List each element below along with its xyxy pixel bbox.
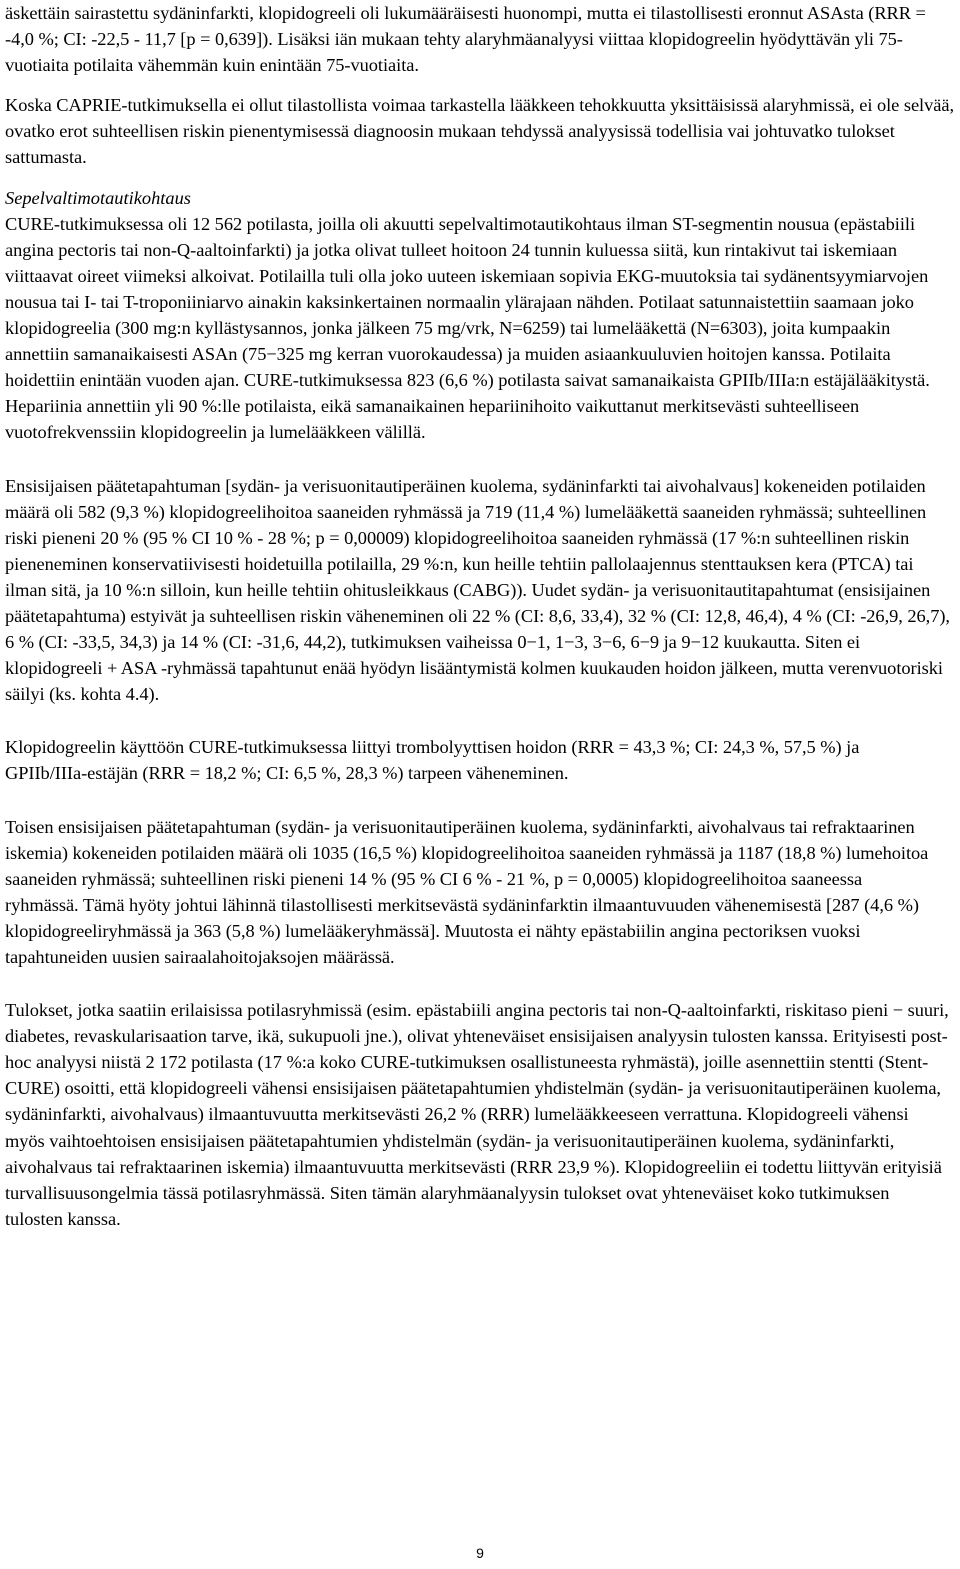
paragraph-gap	[5, 171, 955, 185]
paragraph-gap	[5, 787, 955, 814]
paragraph-caprie-subgroup: äskettäin sairastettu sydäninfarkti, klopidogreeli oli lukumääräisesti huonompi, mutta ei tilastollisesti eronnut ASAsta (RRR = -4,0 %; CI: -22,5 - 11,7 [p = 0,639]). Lisäksi iän mukaan tehty alaryhmäanalyysi viittaa klopidogreelin hyödyttävän yli 75-vuotiaita potilaita vähemmän kuin enintään 75-vuotiaita.	[5, 3, 926, 76]
paragraph-thrombolytic: Klopidogreelin käyttöön CURE-tutkimuksessa liittyi trombolyyttisen hoidon (RRR = 43,3 %; CI: 24,3 %, 57,5 %) ja GPIIb/IIIa-estäjän (RRR = 18,2 %; CI: 6,5 %, 28,3 %) tarpeen väheneminen.	[5, 737, 860, 784]
paragraph-subgroup-results: Tulokset, jotka saatiin erilaisissa potilasryhmissä (esim. epästabiili angina pectoris tai non-Q-aaltoinfarkti, riskitaso pieni − suuri, diabetes, revaskularisaation tarve, ikä, sukupuoli jne.), olivat yhteneväiset ensisijaisen analyysin tulosten kanssa. Erityisesti post-hoc analyysi niistä 2 172 potilasta (17 %:a koko CURE-tutkimuksen osallistuneesta ryhmästä), joille asennettiin stentti (Stent-CURE) osoitti, että klopidogreeli vähensi ensisijaisen päätetapahtumien yhdistelmän (sydän- ja verisuonitautiperäinen kuolema, sydäninfarkti, aivohalvaus) ilmaantuvuutta merkitsevästi 26,2 % (RRR) lumelääkkeeseen verrattuna. Klopidogreeli vähensi myös vaihtoehtoisen ensisijaisen päätetapahtumien yhdistelmän (sydän- ja verisuonitautiperäinen kuolema, sydäninfarkti, aivohalvaus tai refraktaarinen iskemia) ilmaantuvuutta merkitsevästi (RRR 23,9 %). Klopidogreeliin ei todettu liittyvän erityisiä turvallisuusongelmia tässä potilasryhmässä. Siten tämän alaryhmäanalyysin tulokset ovat yhteneväiset koko tutkimuksen tulosten kanssa.	[5, 1000, 949, 1229]
paragraph-gap	[5, 970, 955, 997]
document-page	[5, 0, 955, 1232]
paragraph-gap	[5, 78, 955, 92]
page-number: 9	[476, 1545, 484, 1561]
paragraph-caprie-power: Koska CAPRIE-tutkimuksella ei ollut tilastollista voimaa tarkastella lääkkeen tehokkuutta yksittäisissä alaryhmissä, ei ole selvää, ovatko erot suhteellisen riskin pienentymisessä diagnoosin mukaan tehdyssä analyysissä todellisia vai johtuvatko tulokset sattumasta.	[5, 95, 955, 168]
paragraph-cure-design: CURE-tutkimuksessa oli 12 562 potilasta, joilla oli akuutti sepelvaltimotautikohtaus ilman ST-segmentin nousua (epästabiili angina pectoris tai non-Q-aaltoinfarkti) ja jotka olivat tulleet hoitoon 24 tunnin kuluessa siitä, kun rintakivut tai iskemiaan viittaavat oireet viimeksi alkoivat. Potilailla tuli olla joko uuteen iskemiaan sopivia EKG-muutoksia tai sydänentsyymiarvojen nousua tai I- tai T-troponiiniarvo ainakin kaksinkertainen normaalin ylärajaan nähden. Potilaat satunnaistettiin saamaan joko klopidogreelia (300 mg:n kyllästysannos, jonka jälkeen 75 mg/vrk, N=6259) tai lumelääkettä (N=6303), joita kumpaakin annettiin samanaikaisesti ASAn (75−325 mg kerran vuorokaudessa) ja muiden asiaankuuluvien hoitojen kanssa. Potilaita hoidettiin enintään vuoden ajan. CURE-tutkimuksessa 823 (6,6 %) potilasta saivat samanaikaista GPIIb/IIIa:n estäjälääkitystä. Hepariinia annettiin yli 90 %:lle potilaista, eikä samanaikainen hepariinihoito vaikuttanut merkitsevästi suhteelliseen vuotofrekvenssiin klopidogreelin ja lumelääkkeen välillä.	[5, 213, 930, 443]
paragraph-gap	[5, 707, 955, 734]
section-heading: Sepelvaltimotautikohtaus	[5, 187, 191, 208]
paragraph-second-endpoint: Toisen ensisijaisen päätetapahtuman (sydän- ja verisuonitautiperäinen kuolema, sydäninfarkti, aivohalvaus tai refraktaarinen iskemia) kokeneiden potilaiden määrä oli 1035 (16,5 %) klopidogreelihoitoa saaneiden ryhmässä ja 1187 (18,8 %) lumehoitoa saaneiden ryhmässä; suhteellinen riski pieneni 14 % (95 % CI 6 % - 21 %, p = 0,0005) klopidogreelihoitoa saaneessa ryhmässä. Tämä hyöty johtui lähinnä tilastollisesti merkitsevästä sydäninfarktin ilmaantuvuuden vähenemisestä [287 (4,6 %) klopidogreeliryhmässä ja 363 (5,8 %) lumelääkeryhmässä]. Muutosta ei nähty epästabiilin angina pectoriksen vuoksi tapahtuneiden uusien sairaalahoitojaksojen määrässä.	[5, 816, 929, 967]
paragraph-gap	[5, 446, 955, 473]
paragraph-primary-endpoint: Ensisijaisen päätetapahtuman [sydän- ja verisuonitautiperäinen kuolema, sydäninfarkti tai aivohalvaus] kokeneiden potilaiden määrä oli 582 (9,3 %) klopidogreelihoitoa saaneiden ryhmässä ja 719 (11,4 %) lumelääkettä saaneiden ryhmässä; suhteellinen riski pieneni 20 % (95 % CI 10 % - 28 %; p = 0,00009) klopidogreelihoitoa saaneiden ryhmässä (17 %:n suhteellinen riskin pieneneminen konservatiivisesti hoidetuilla potilailla, 29 %:n, kun heille tehtiin pallolaajennus stenttauksen kera (PTCA) tai ilman sitä, ja 10 %:n silloin, kun heille tehtiin ohitusleikkaus (CABG)). Uudet sydän- ja verisuonitautitapahtumat (ensisijainen päätetapahtuma) estyivät ja suhteellisen riskin väheneminen oli 22 % (CI: 8,6, 33,4), 32 % (CI: 12,8, 46,4), 4 % (CI: -26,9, 26,7), 6 % (CI: -33,5, 34,3) ja 14 % (CI: -31,6, 44,2), tutkimuksen vaiheissa 0−1, 1−3, 3−6, 6−9 ja 9−12 kuukautta. Siten ei klopidogreeli + ASA -ryhmässä tapahtunut enää hyödyn lisääntymistä kolmen kuukauden hoidon jälkeen, mutta verenvuotoriski säilyi (ks. kohta 4.4).	[5, 475, 950, 705]
